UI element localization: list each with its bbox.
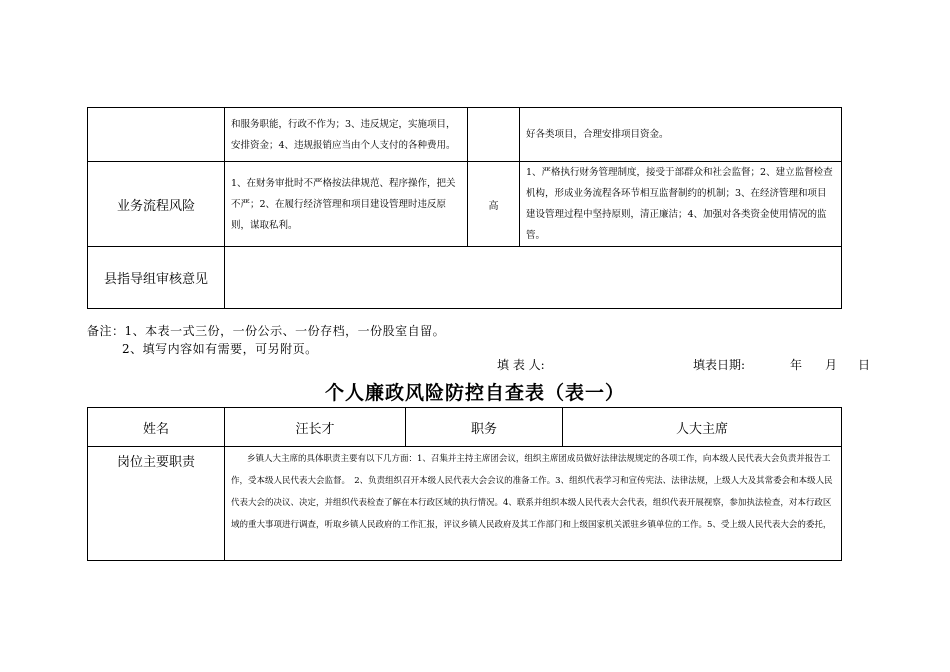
review-label-cell: 县指导组审核意见 [88,247,225,309]
risk-row [88,162,842,247]
risk-measures-cell: 好各类项目，合理安排项目资金。 [520,108,842,162]
date-day: 日 [858,358,871,372]
duty-label: 岗位主要职责 [88,447,225,561]
duty-row [88,447,842,561]
risk-label-cell: 业务流程风险 [88,162,225,247]
note-line-1: 备注：1、本表一式三份，一份公示、一份存档，一份股室自留。 [87,324,446,338]
review-content-cell [225,247,842,309]
position-label: 职务 [406,408,563,447]
date-month: 月 [825,358,838,372]
page-title: 个人廉政风险防控自查表（表一） [324,382,625,404]
risk-measures-cell: 1、严格执行财务管理制度，接受于部群众和社会监督；2、建立监督检查机构，形成业务流程各环节相互监督制约的机制；3、在经济管理和项目建设管理过程中坚持原则，清正廉洁；4、加强对各类资金使用情况的监管。 [520,162,842,247]
position-value: 人大主席 [563,408,842,447]
self-check-table [87,407,842,561]
risk-description-cell: 1、在财务审批时不严格按法律规范、程序操作，把关不严；2、在履行经济管理和项目建设管理时违反原则，谋取私利。 [225,162,468,247]
risk-level-cell: 高 [468,162,520,247]
date-year: 年 [790,358,803,372]
date-label: 填表日期: [693,358,746,372]
risk-description-cell: 和服务职能，行政不作为；3、违反规定，实施项目，安排资金；4、违规报销应当由个人支付的各种费用。 [225,108,468,162]
risk-table [87,107,842,309]
review-row [88,247,842,309]
duty-line: 乡镇人大主席的具体职责主要有以下几方面：1、召集并主持主席团会议，组织主席团成员做好法律法规规定的各项工作，向本级人民代表大会负责并报告工 [247,454,831,464]
risk-row [88,108,842,162]
filler-label: 填 表 人: [497,358,545,372]
info-row [88,408,842,447]
risk-label-cell [88,108,225,162]
duty-line: 作，受本级人民代表大会监督。 2、负责组织召开本级人民代表大会会议的准备工作。3、组织代表学习和宣传宪法、法律法规，上级人大及其常委会和本级人民 [231,476,833,486]
duty-text [225,447,842,561]
note-line-2: 2、填写内容如有需要，可另附页。 [122,342,318,356]
name-label: 姓名 [88,408,225,447]
name-value: 汪长才 [225,408,406,447]
risk-level-cell [468,108,520,162]
duty-line: 域的重大事项进行调查，听取乡镇人民政府的工作汇报，评议乡镇人民政府及其工作部门和上级国家机关派驻乡镇单位的工作。5、受上级人民代表大会的委托， [231,520,832,530]
duty-line: 代表大会的决议、决定，并组织代表检查了解在本行政区域的执行情况。4、联系并组织本级人民代表大会代表，组织代表开展视察，参加执法检查，对本行政区 [231,498,832,508]
